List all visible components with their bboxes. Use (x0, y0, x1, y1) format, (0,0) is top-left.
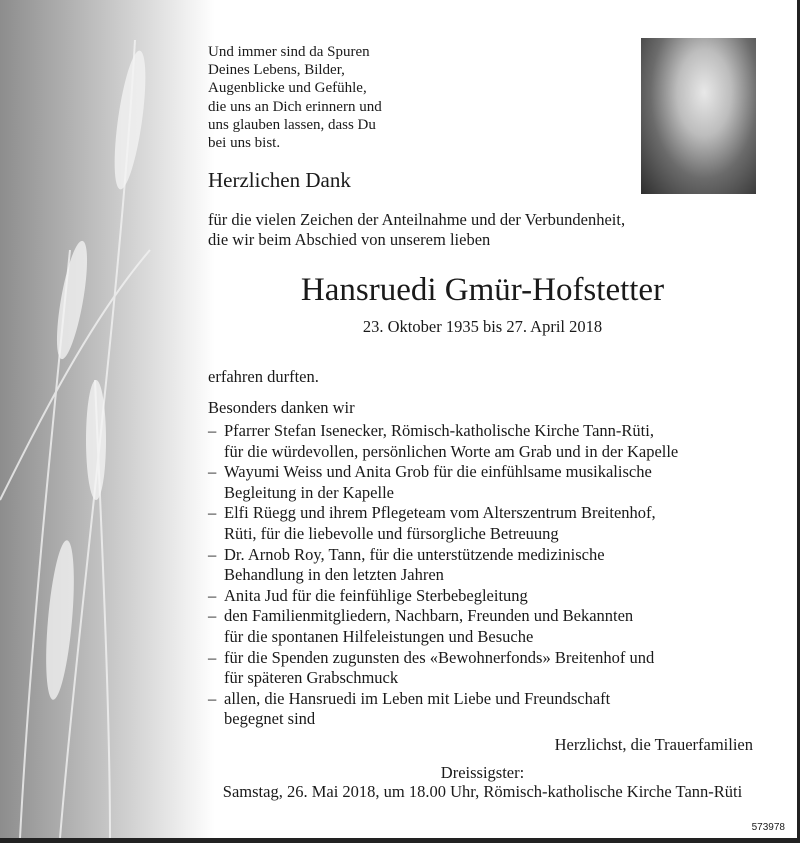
item-line: Pfarrer Stefan Isenecker, Römisch-katholische Kirche Tann-Rüti, (224, 421, 654, 440)
poem-line: bei uns bist. (208, 135, 281, 152)
item-line: Dr. Arnob Roy, Tann, für die unterstützende medizinische (224, 544, 605, 564)
item-line: für die spontanen Hilfeleistungen und Besuche (224, 626, 534, 646)
dash: – (208, 462, 217, 482)
memorial-details: Samstag, 26. Mai 2018, um 18.00 Uhr, Römisch-katholische Kirche Tann-Rüti (222, 782, 743, 801)
list-item (208, 462, 678, 503)
ad-id: 573978 (751, 822, 785, 833)
experienced-text: erfahren durften. (208, 367, 319, 386)
item-line: begegnet sind (224, 709, 316, 729)
deceased-name: Hansruedi Gmür-Hofstetter (300, 272, 665, 308)
item-line: Behandlung in den letzten Jahren (224, 565, 444, 585)
dash: – (208, 503, 217, 523)
poem (208, 43, 382, 152)
item-line: Elfi Rüegg und ihrem Pflegeteam vom Alterszentrum Breitenhof, (224, 503, 656, 523)
list-item (208, 545, 678, 586)
list-item (208, 606, 678, 647)
list-item (208, 421, 678, 462)
item-line: den Familienmitgliedern, Nachbarn, Freunden und Bekannten (224, 606, 634, 626)
memorial-label: Dreissigster: (440, 763, 525, 782)
poem-line: die uns an Dich erinnern und (208, 98, 382, 115)
item-line: Wayumi Weiss und Anita Grob für die einfühlsame musikalische (224, 462, 652, 482)
thanks-intro: Besonders danken wir (208, 398, 355, 417)
poem-line: Augenblicke und Gefühle, (208, 80, 367, 97)
item-line: für die würdevollen, persönlichen Worte am Grab und in der Kapelle (224, 441, 679, 461)
portrait-photo (641, 38, 756, 194)
intro-line: die wir beim Abschied von unserem lieben (208, 230, 491, 249)
item-line: für späteren Grabschmuck (224, 668, 399, 688)
heading: Herzlichen Dank (208, 168, 351, 192)
dash: – (208, 544, 217, 564)
life-dates: 23. Oktober 1935 bis 27. April 2018 (362, 317, 603, 336)
list-item (208, 586, 678, 607)
item-line: für die Spenden zugunsten des «Bewohnerfonds» Breitenhof und (224, 647, 655, 667)
intro-line: für die vielen Zeichen der Anteilnahme und der Verbundenheit, (208, 210, 626, 229)
dash: – (208, 606, 217, 626)
item-line: Anita Jud für die feinfühlige Sterbebegleitung (224, 585, 528, 605)
poem-line: Deines Lebens, Bilder, (208, 62, 345, 79)
dash: – (208, 647, 217, 667)
item-line: Rüti, für die liebevolle und fürsorgliche Betreuung (224, 523, 559, 543)
list-item (208, 503, 678, 544)
thanks-list (208, 421, 678, 730)
list-item (208, 689, 678, 730)
dash: – (208, 688, 217, 708)
poem-line: Und immer sind da Spuren (208, 44, 370, 60)
poem-line: uns glauben lassen, dass Du (208, 116, 376, 133)
dash: – (208, 421, 217, 440)
signature: Herzlichst, die Trauerfamilien (554, 735, 753, 754)
item-line: allen, die Hansruedi im Leben mit Liebe und Freundschaft (224, 688, 611, 708)
wheat-background-image (0, 0, 215, 838)
item-line: Begleitung in der Kapelle (224, 482, 394, 502)
list-item (208, 648, 678, 689)
dash: – (208, 585, 217, 605)
